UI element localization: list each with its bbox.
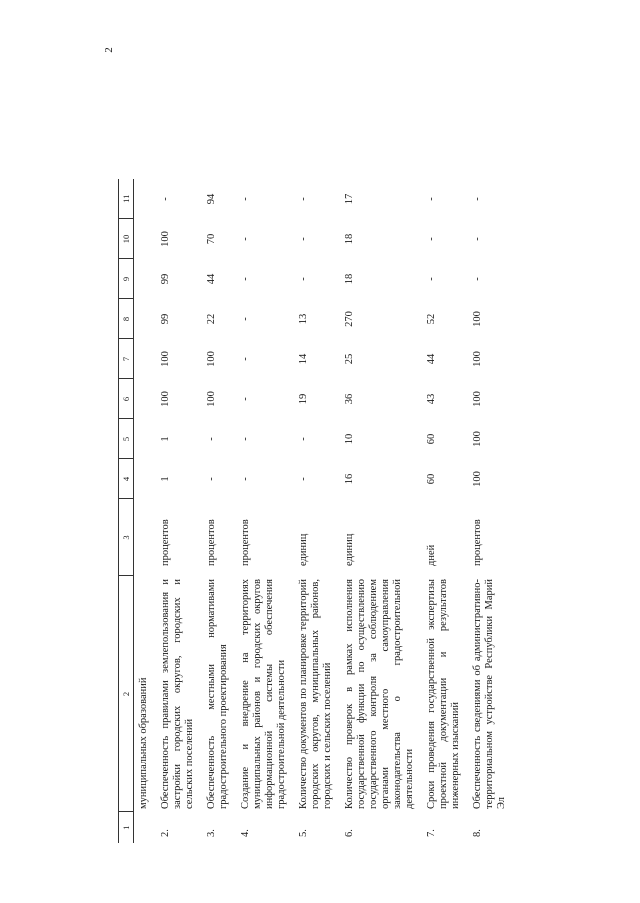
value-cell: - xyxy=(472,277,483,281)
indicator-name: Обеспеченность сведениями об административно-территориальном устройстве Республики Марий Эл xyxy=(472,579,507,809)
value-cell: - xyxy=(298,197,309,201)
value-cell: - xyxy=(240,317,251,321)
unit-cell: единиц xyxy=(298,533,309,566)
value-cell: 44 xyxy=(426,353,437,365)
column-header: 4 xyxy=(119,459,134,499)
column-header: 1 xyxy=(119,812,134,843)
value-cell: 100 xyxy=(160,391,171,407)
indicators-table xyxy=(118,179,514,843)
value-cell: 99 xyxy=(160,313,171,325)
value-cell: - xyxy=(240,437,251,441)
value-cell: 19 xyxy=(298,393,309,405)
column-header: 11 xyxy=(119,179,134,219)
value-cell: - xyxy=(240,197,251,201)
table-row xyxy=(468,179,514,843)
indicator-name: Обеспеченность правилами землепользования и застройки городских округов, городских и сельских поселений xyxy=(160,579,195,809)
indicator-name: Обеспеченность местными нормативами градостроительного проектирования xyxy=(206,579,229,809)
unit-cell: процентов xyxy=(472,519,483,566)
value-cell: 100 xyxy=(160,351,171,367)
indicator-name: Количество проверок в рамках исполнения государственной функции по осуществлению государственного контроля за соблюдением органами местного самоуправления законодательства о градостроительной деятельности xyxy=(344,579,415,809)
value-cell: 10 xyxy=(344,433,355,445)
value-cell: 99 xyxy=(160,273,171,285)
row-number: 5. xyxy=(298,829,309,837)
value-cell: - xyxy=(298,237,309,241)
value-cell: - xyxy=(240,277,251,281)
column-number-row xyxy=(119,179,134,843)
unit-cell: процентов xyxy=(160,519,171,566)
column-header: 10 xyxy=(119,219,134,259)
value-cell: 18 xyxy=(344,233,355,245)
value-cell: - xyxy=(240,237,251,241)
value-cell: - xyxy=(298,437,309,441)
value-cell: - xyxy=(426,277,437,281)
value-cell: 13 xyxy=(298,313,309,325)
row-number: 7. xyxy=(426,829,437,837)
value-cell: 52 xyxy=(426,313,437,325)
column-header: 8 xyxy=(119,299,134,339)
column-header: 9 xyxy=(119,259,134,299)
row-number: 3. xyxy=(206,829,217,837)
value-cell: 16 xyxy=(344,473,355,485)
column-header: 5 xyxy=(119,419,134,459)
row-number: 6. xyxy=(344,829,355,837)
table-row xyxy=(294,179,340,843)
value-cell: - xyxy=(160,197,171,201)
value-cell: - xyxy=(298,277,309,281)
value-cell: 1 xyxy=(160,436,171,442)
value-cell: 43 xyxy=(426,393,437,405)
table-row xyxy=(422,179,468,843)
value-cell: - xyxy=(472,197,483,201)
column-header: 6 xyxy=(119,379,134,419)
value-cell: 100 xyxy=(160,231,171,247)
indicator-name: Создание и внедрение на территориях муниципальных районов и городских округов информационной системы обеспечения градостроительной деятельности xyxy=(240,579,287,809)
unit-cell: дней xyxy=(426,544,437,566)
value-cell: 100 xyxy=(206,351,217,367)
value-cell: - xyxy=(240,397,251,401)
value-cell: - xyxy=(206,437,217,441)
table-row xyxy=(156,179,202,843)
value-cell: - xyxy=(298,477,309,481)
column-header: 7 xyxy=(119,339,134,379)
value-cell: 270 xyxy=(344,311,355,327)
value-cell: 70 xyxy=(206,233,217,245)
value-cell: 25 xyxy=(344,353,355,365)
intro-row xyxy=(134,179,157,843)
value-cell: - xyxy=(206,477,217,481)
page-number: 2 xyxy=(102,47,115,53)
value-cell: 60 xyxy=(426,473,437,485)
value-cell: - xyxy=(426,197,437,201)
intro-text: муниципальных образований xyxy=(138,677,149,809)
value-cell: 100 xyxy=(472,351,483,367)
row-number: 8. xyxy=(472,829,483,837)
value-cell: - xyxy=(240,357,251,361)
value-cell: - xyxy=(426,237,437,241)
value-cell: 1 xyxy=(160,476,171,482)
row-number: 4. xyxy=(240,829,251,837)
value-cell: 100 xyxy=(472,431,483,447)
value-cell: - xyxy=(472,237,483,241)
value-cell: 94 xyxy=(206,193,217,205)
row-number: 2. xyxy=(160,829,171,837)
column-header: 2 xyxy=(119,576,134,812)
unit-cell: единиц xyxy=(344,533,355,566)
value-cell: 60 xyxy=(426,433,437,445)
value-cell: 100 xyxy=(472,471,483,487)
value-cell: 100 xyxy=(206,391,217,407)
table-row xyxy=(236,179,294,843)
indicator-name: Количество документов по планировке территорий городских округов, муниципальных районов, городских и сельских поселений xyxy=(298,579,333,809)
indicator-name: Сроки проведения государственной экспертизы проектной документации и результатов инженерных изысканий xyxy=(426,579,461,809)
value-cell: 18 xyxy=(344,273,355,285)
value-cell: 14 xyxy=(298,353,309,365)
unit-cell: процентов xyxy=(206,519,217,566)
value-cell: 17 xyxy=(344,193,355,205)
value-cell: 36 xyxy=(344,393,355,405)
unit-cell: процентов xyxy=(240,519,251,566)
column-header: 3 xyxy=(119,499,134,576)
value-cell: 100 xyxy=(472,311,483,327)
table-row xyxy=(202,179,236,843)
value-cell: 44 xyxy=(206,273,217,285)
value-cell: 100 xyxy=(472,391,483,407)
value-cell: - xyxy=(240,477,251,481)
value-cell: 22 xyxy=(206,313,217,325)
table-row xyxy=(340,179,422,843)
